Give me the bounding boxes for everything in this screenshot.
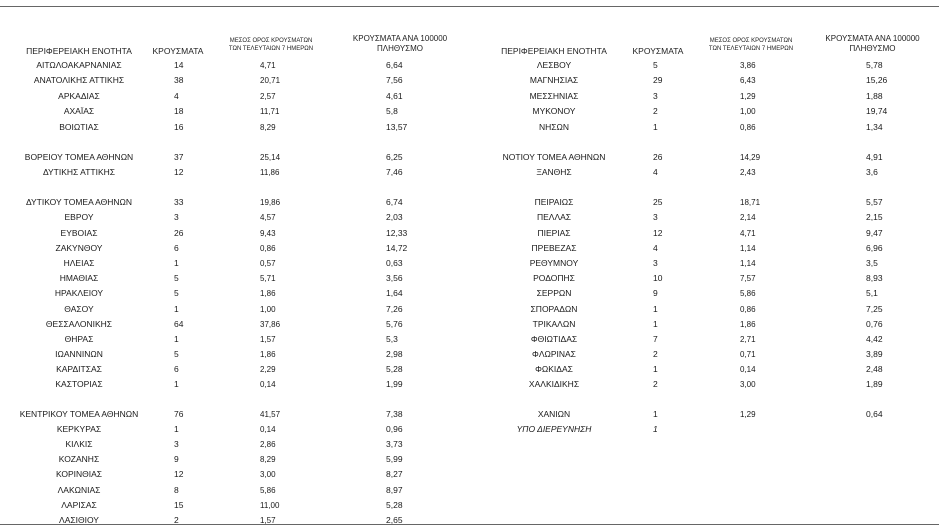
avg-7day-value: 1,57 — [260, 516, 276, 525]
avg-7day-value: 6,43 — [740, 76, 756, 85]
right-table-row — [0, 332, 939, 347]
per100k-value: 7,38 — [386, 409, 403, 419]
right-header-per100k — [810, 34, 935, 54]
cases-value: 1 — [653, 304, 658, 314]
right-table-row — [0, 286, 939, 301]
region-name: ΝΗΣΩΝ — [538, 122, 570, 132]
region-name: ΑΡΚΑΔΙΑΣ — [58, 91, 100, 101]
cases-value: 33 — [174, 197, 184, 207]
cases-value: 5 — [653, 60, 658, 70]
region-name: ΔΥΤΙΚΗΣ ΑΤΤΙΚΗΣ — [42, 167, 116, 177]
region-name: ΦΘΙΩΤΙΔΑΣ — [530, 334, 578, 344]
per100k-value: 6,25 — [386, 152, 403, 162]
per100k-value: 3,56 — [386, 273, 403, 283]
avg-7day-value: 2,86 — [260, 440, 276, 449]
region-name: ΗΛΕΙΑΣ — [63, 258, 95, 268]
per100k-value: 4,91 — [866, 152, 883, 162]
avg-7day-value: 25,14 — [260, 153, 281, 162]
avg-7day-value: 9,43 — [260, 229, 276, 238]
region-name: ΚΟΡΙΝΘΙΑΣ — [55, 469, 103, 479]
right-header-avg-line1: ΜΕΣΟΣ ΟΡΟΣ ΚΡΟΥΣΜΑΤΩΝ — [709, 38, 793, 44]
avg-7day-value: 4,71 — [740, 229, 756, 238]
cases-value: 7 — [653, 334, 658, 344]
region-name: ΑΝΑΤΟΛΙΚΗΣ ΑΤΤΙΚΗΣ — [33, 75, 125, 85]
left-header-avg-line1: ΜΕΣΟΣ ΟΡΟΣ ΚΡΟΥΣΜΑΤΩΝ — [229, 38, 313, 44]
per100k-value: 5,57 — [866, 197, 883, 207]
region-name: ΝΟΤΙΟΥ ΤΟΜΕΑ ΑΘΗΝΩΝ — [502, 152, 606, 162]
region-name: ΚΑΣΤΟΡΙΑΣ — [55, 379, 103, 389]
avg-7day-value: 41,57 — [260, 410, 281, 419]
per100k-value: 4,61 — [386, 91, 403, 101]
region-name: ΜΑΓΝΗΣΙΑΣ — [529, 75, 579, 85]
cases-value: 15 — [174, 500, 184, 510]
per100k-value: 19,74 — [866, 106, 888, 116]
avg-7day-value: 19,86 — [260, 198, 281, 207]
per100k-value: 5,78 — [866, 60, 883, 70]
avg-7day-value: 8,29 — [260, 455, 276, 464]
per100k-value: 2,48 — [866, 364, 883, 374]
left-header-avg — [212, 37, 330, 53]
per100k-value: 3,6 — [866, 167, 878, 177]
avg-7day-value: 3,86 — [740, 61, 756, 70]
left-table-row — [0, 467, 939, 482]
region-name: ΧΑΛΚΙΔΙΚΗΣ — [528, 379, 580, 389]
region-name: ΜΥΚΟΝΟΥ — [532, 106, 576, 116]
cases-value: 1 — [174, 304, 179, 314]
cases-value: 12 — [174, 167, 184, 177]
region-name: ΘΑΣΟΥ — [64, 304, 94, 314]
per100k-value: 14,72 — [386, 243, 408, 253]
region-name: ΧΑΝΙΩΝ — [537, 409, 571, 419]
cases-value: 1 — [653, 319, 658, 329]
region-name: ΞΑΝΘΗΣ — [536, 167, 572, 177]
per100k-value: 7,25 — [866, 304, 883, 314]
right-table-row — [0, 58, 939, 73]
top-rule — [0, 6, 939, 7]
avg-7day-value: 14,29 — [740, 153, 761, 162]
avg-7day-value: 2,14 — [740, 213, 756, 222]
cases-value: 76 — [174, 409, 184, 419]
per100k-value: 3,5 — [866, 258, 878, 268]
left-header-cases: ΚΡΟΥΣΜΑΤΑ — [152, 46, 204, 56]
cases-value: 3 — [653, 258, 658, 268]
cases-value: 5 — [174, 273, 179, 283]
cases-value: 9 — [174, 454, 179, 464]
per100k-value: 7,46 — [386, 167, 403, 177]
region-name: ΛΑΡΙΣΑΣ — [61, 500, 97, 510]
cases-value: 16 — [174, 122, 184, 132]
cases-value: 26 — [653, 152, 663, 162]
cases-value: 1 — [653, 364, 658, 374]
right-table-row — [0, 73, 939, 88]
right-header-avg-line2: ΤΩΝ ΤΕΛΕΥΤΑΙΩΝ 7 ΗΜΕΡΩΝ — [708, 46, 794, 52]
cases-value: 3 — [174, 439, 179, 449]
avg-7day-value: 4,71 — [260, 61, 276, 70]
region-name: ΛΑΣΙΘΙΟΥ — [59, 515, 99, 525]
avg-7day-value: 0,14 — [740, 365, 756, 374]
per100k-value: 5,28 — [386, 500, 403, 510]
right-table-row — [0, 271, 939, 286]
avg-7day-value: 3,00 — [260, 470, 276, 479]
avg-7day-value: 3,00 — [740, 380, 756, 389]
cases-value: 5 — [174, 288, 179, 298]
cases-value: 14 — [174, 60, 184, 70]
per100k-value: 2,03 — [386, 212, 403, 222]
cases-value: 4 — [653, 167, 658, 177]
region-name: ΠΡΕΒΕΖΑΣ — [531, 243, 577, 253]
region-name: ΤΡΙΚΑΛΩΝ — [532, 319, 576, 329]
left-header-per100k-line2: ΠΛΗΘΥΣΜΟ — [376, 44, 424, 53]
per100k-value: 6,64 — [386, 60, 403, 70]
per100k-value: 5,8 — [386, 106, 398, 116]
avg-7day-value: 0,71 — [740, 350, 756, 359]
region-name: ΦΛΩΡΙΝΑΣ — [532, 349, 576, 359]
region-name: ΠΕΙΡΑΙΩΣ — [534, 197, 574, 207]
right-header-region: ΠΕΡΙΦΕΡΕΙΑΚΗ ΕΝΟΤΗΤΑ — [501, 46, 607, 56]
region-name: ΙΩΑΝΝΙΝΩΝ — [55, 349, 103, 359]
per100k-value: 4,42 — [866, 334, 883, 344]
cases-value: 26 — [174, 228, 184, 238]
cases-value: 25 — [653, 197, 663, 207]
cases-value: 1 — [653, 424, 658, 434]
avg-7day-value: 1,86 — [260, 289, 276, 298]
per100k-value: 9,47 — [866, 228, 883, 238]
cases-value: 2 — [653, 106, 658, 116]
avg-7day-value: 11,71 — [260, 107, 280, 116]
region-name: ΡΟΔΟΠΗΣ — [533, 273, 575, 283]
cases-value: 6 — [174, 364, 179, 374]
per100k-value: 5,28 — [386, 364, 403, 374]
per100k-value: 8,97 — [386, 485, 403, 495]
avg-7day-value: 1,86 — [260, 350, 276, 359]
cases-value: 37 — [174, 152, 184, 162]
right-table-row — [0, 104, 939, 119]
avg-7day-value: 4,57 — [260, 213, 276, 222]
left-table-row — [0, 437, 939, 452]
region-name: ΠΕΛΛΑΣ — [536, 212, 572, 222]
avg-7day-value: 2,29 — [260, 365, 276, 374]
cases-value: 8 — [174, 485, 179, 495]
cases-value: 3 — [653, 212, 658, 222]
cases-value: 18 — [174, 106, 184, 116]
region-name: ΕΒΡΟΥ — [64, 212, 94, 222]
avg-7day-value: 1,29 — [740, 92, 756, 101]
region-name: ΠΙΕΡΙΑΣ — [537, 228, 571, 238]
region-name: ΡΕΘΥΜΝΟΥ — [529, 258, 579, 268]
avg-7day-value: 2,71 — [740, 335, 756, 344]
avg-7day-value: 2,43 — [740, 168, 756, 177]
cases-value: 4 — [174, 91, 179, 101]
right-table-row — [0, 347, 939, 362]
avg-7day-value: 1,14 — [740, 244, 756, 253]
avg-7day-value: 0,57 — [260, 259, 276, 268]
right-table-row — [0, 422, 939, 437]
avg-7day-value: 1,00 — [740, 107, 756, 116]
cases-value: 1 — [174, 334, 179, 344]
avg-7day-value: 1,86 — [740, 320, 756, 329]
per100k-value: 7,26 — [386, 304, 403, 314]
avg-7day-value: 0,14 — [260, 380, 276, 389]
left-header-region: ΠΕΡΙΦΕΡΕΙΑΚΗ ΕΝΟΤΗΤΑ — [26, 46, 132, 56]
left-table-row — [0, 513, 939, 528]
region-name: ΛΕΣΒΟΥ — [536, 60, 572, 70]
right-table-row — [0, 120, 939, 135]
region-name: ΚΕΡΚΥΡΑΣ — [56, 424, 102, 434]
region-name: ΒΟΙΩΤΙΑΣ — [59, 122, 99, 132]
cases-value: 6 — [174, 243, 179, 253]
avg-7day-value: 1,00 — [260, 305, 276, 314]
per100k-value: 2,98 — [386, 349, 403, 359]
per100k-value: 1,34 — [866, 122, 883, 132]
region-name: ΚΑΡΔΙΤΣΑΣ — [56, 364, 102, 374]
region-name: ΑΧΑΪΑΣ — [63, 106, 95, 116]
per100k-value: 0,63 — [386, 258, 403, 268]
region-name: ΖΑΚΥΝΘΟΥ — [55, 243, 103, 253]
region-name: ΣΠΟΡΑΔΩΝ — [530, 304, 578, 314]
cases-value: 12 — [174, 469, 184, 479]
right-table-row — [0, 362, 939, 377]
cases-value: 1 — [174, 258, 179, 268]
per100k-value: 3,73 — [386, 439, 403, 449]
avg-7day-value: 8,29 — [260, 123, 276, 132]
per100k-value: 3,89 — [866, 349, 883, 359]
per100k-value: 0,64 — [866, 409, 883, 419]
region-name: ΚΙΛΚΙΣ — [65, 439, 93, 449]
cases-value: 1 — [174, 424, 179, 434]
region-name: ΣΕΡΡΩΝ — [536, 288, 572, 298]
cases-value: 9 — [653, 288, 658, 298]
right-table-row — [0, 302, 939, 317]
per100k-value: 13,57 — [386, 122, 408, 132]
right-table-row — [0, 377, 939, 392]
cases-value: 2 — [653, 379, 658, 389]
right-table-row — [0, 150, 939, 165]
avg-7day-value: 0,14 — [260, 425, 276, 434]
avg-7day-value: 0,86 — [740, 123, 756, 132]
right-table-row — [0, 407, 939, 422]
avg-7day-value: 18,71 — [740, 198, 761, 207]
cases-value: 3 — [174, 212, 179, 222]
region-name: ΚΕΝΤΡΙΚΟΥ ΤΟΜΕΑ ΑΘΗΝΩΝ — [19, 409, 139, 419]
region-name: ΘΗΡΑΣ — [64, 334, 94, 344]
per100k-value: 8,93 — [866, 273, 883, 283]
per100k-value: 8,27 — [386, 469, 403, 479]
cases-value: 2 — [174, 515, 179, 525]
right-header-per100k-line1: ΚΡΟΥΣΜΑΤΑ ΑΝΑ 100000 — [825, 34, 920, 43]
right-table-row — [0, 210, 939, 225]
region-name: ΦΩΚΙΔΑΣ — [535, 364, 573, 374]
right-table-row — [0, 317, 939, 332]
cases-value: 4 — [653, 243, 658, 253]
region-name: ΘΕΣΣΑΛΟΝΙΚΗΣ — [45, 319, 113, 329]
cases-value: 10 — [653, 273, 663, 283]
cases-value: 64 — [174, 319, 184, 329]
cases-value: 5 — [174, 349, 179, 359]
avg-7day-value: 1,57 — [260, 335, 276, 344]
avg-7day-value: 1,14 — [740, 259, 756, 268]
right-table-row — [0, 241, 939, 256]
per100k-value: 1,89 — [866, 379, 883, 389]
per100k-value: 0,76 — [866, 319, 883, 329]
avg-7day-value: 5,86 — [260, 486, 276, 495]
right-table-row — [0, 226, 939, 241]
region-name: ΕΥΒΟΙΑΣ — [60, 228, 98, 238]
avg-7day-value: 20,71 — [260, 76, 281, 85]
region-name: ΜΕΣΣΗΝΙΑΣ — [529, 91, 579, 101]
right-header-per100k-line2: ΠΛΗΘΥΣΜΟ — [849, 44, 896, 53]
avg-7day-value: 11,00 — [260, 501, 280, 510]
cases-value: 1 — [174, 379, 179, 389]
per100k-value: 5,76 — [386, 319, 403, 329]
right-header-cases: ΚΡΟΥΣΜΑΤΑ — [632, 46, 684, 56]
avg-7day-value: 1,29 — [740, 410, 756, 419]
per100k-value: 5,3 — [386, 334, 398, 344]
left-table-row — [0, 452, 939, 467]
avg-7day-value: 2,57 — [260, 92, 276, 101]
left-header-per100k — [330, 34, 470, 54]
cases-value: 3 — [653, 91, 658, 101]
region-name: ΚΟΖΑΝΗΣ — [58, 454, 100, 464]
avg-7day-value: 0,86 — [260, 244, 276, 253]
per100k-value: 12,33 — [386, 228, 408, 238]
cases-value: 12 — [653, 228, 663, 238]
right-table-row — [0, 89, 939, 104]
per100k-value: 2,65 — [386, 515, 403, 525]
avg-7day-value: 5,71 — [260, 274, 276, 283]
cases-value: 2 — [653, 349, 658, 359]
cases-value: 1 — [653, 122, 658, 132]
region-name: ΒΟΡΕΙΟΥ ΤΟΜΕΑ ΑΘΗΝΩΝ — [24, 152, 134, 162]
per100k-value: 2,15 — [866, 212, 883, 222]
per100k-value: 1,88 — [866, 91, 883, 101]
right-table-row — [0, 165, 939, 180]
cases-value: 29 — [653, 75, 663, 85]
region-name: ΥΠΟ ΔΙΕΡΕΥΝΗΣΗ — [516, 424, 592, 434]
right-table-row — [0, 256, 939, 271]
cases-value: 38 — [174, 75, 184, 85]
per100k-value: 5,99 — [386, 454, 403, 464]
per100k-value: 1,64 — [386, 288, 403, 298]
avg-7day-value: 7,57 — [740, 274, 756, 283]
per100k-value: 6,96 — [866, 243, 883, 253]
region-name: ΔΥΤΙΚΟΥ ΤΟΜΕΑ ΑΘΗΝΩΝ — [25, 197, 133, 207]
cases-value: 1 — [653, 409, 658, 419]
per100k-value: 0,96 — [386, 424, 403, 434]
avg-7day-value: 0,86 — [740, 305, 756, 314]
per100k-value: 15,26 — [866, 75, 888, 85]
left-table-row — [0, 498, 939, 513]
avg-7day-value: 11,86 — [260, 168, 280, 177]
per100k-value: 1,99 — [386, 379, 403, 389]
avg-7day-value: 37,86 — [260, 320, 281, 329]
right-header-avg — [692, 37, 810, 53]
per100k-value: 5,1 — [866, 288, 878, 298]
region-name: ΑΙΤΩΛΟΑΚΑΡΝΑΝΙΑΣ — [36, 60, 122, 70]
region-name: ΛΑΚΩΝΙΑΣ — [57, 485, 101, 495]
per100k-value: 6,74 — [386, 197, 403, 207]
avg-7day-value: 5,86 — [740, 289, 756, 298]
left-table-row — [0, 483, 939, 498]
left-header-per100k-line1: ΚΡΟΥΣΜΑΤΑ ΑΝΑ 100000 — [352, 34, 448, 43]
region-name: ΗΜΑΘΙΑΣ — [59, 273, 99, 283]
region-name: ΗΡΑΚΛΕΙΟΥ — [54, 288, 104, 298]
left-header-avg-line2: ΤΩΝ ΤΕΛΕΥΤΑΙΩΝ 7 ΗΜΕΡΩΝ — [228, 46, 314, 52]
per100k-value: 7,56 — [386, 75, 403, 85]
right-table-row — [0, 195, 939, 210]
